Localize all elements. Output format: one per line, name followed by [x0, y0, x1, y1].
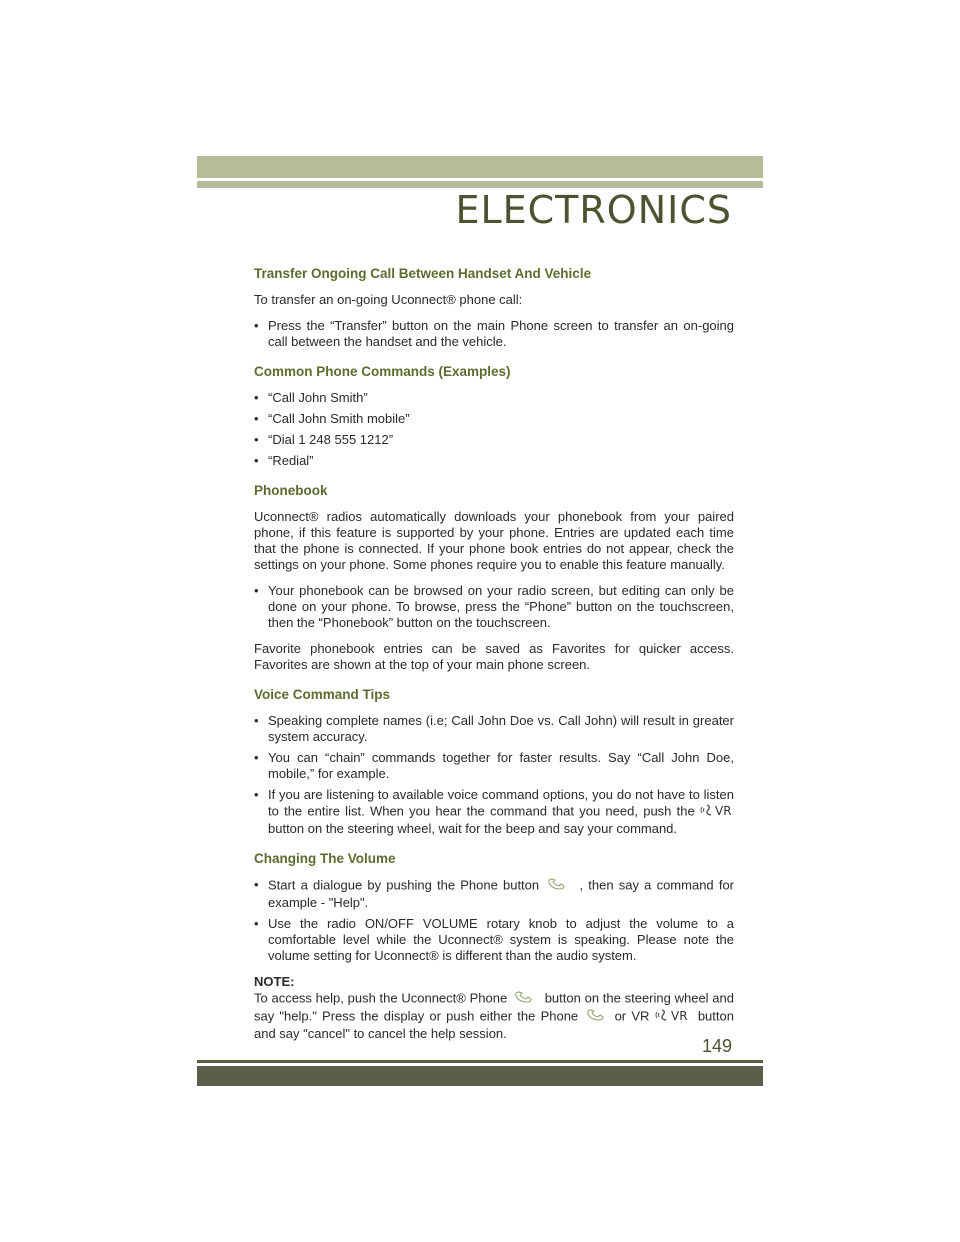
footer-band: [197, 1066, 763, 1086]
list-item: • You can “chain” commands together for faster results. Say “Call John Doe, mobile,” for example.: [254, 750, 734, 782]
note-label: NOTE:: [254, 974, 295, 989]
commands-list: [254, 390, 734, 469]
page-content: [254, 266, 734, 1052]
note-text-4: button and say "cancel" to cancel the help session.: [254, 1008, 734, 1041]
voice-recognition-icon: [700, 803, 734, 821]
phonebook-paragraph: Uconnect® radios automatically downloads your phonebook from your paired phone, if this feature is supported by your phone. Entries are updated each time that the phone is connected. If your phone book entries do not appear, check the settings on your phone. Some phones require you to enable this feature manually.: [254, 509, 734, 572]
volume-list: [254, 877, 734, 964]
list-item: • Press the “Transfer” button on the main Phone screen to transfer an on-going call between the handset and the vehicle.: [254, 318, 734, 350]
favorites-paragraph: Favorite phonebook entries can be saved as Favorites for quicker access. Favorites are shown at the top of your main phone screen.: [254, 641, 734, 672]
note-text-1: To access help, push the Uconnect® Phone: [254, 990, 508, 1006]
vr-label: VR: [670, 1009, 688, 1022]
list-item: • “Call John Smith mobile”: [254, 411, 734, 427]
section-title: ELECTRONICS: [455, 188, 732, 232]
footer-rule: [197, 1060, 763, 1063]
list-item: • Your phonebook can be browsed on your radio screen, but editing can only be done on your phone. To browse, press the “Phone” button on the touchscreen, then the “Phonebook” button on the touchscreen.: [254, 583, 734, 631]
note-text-3: or VR: [614, 1008, 650, 1024]
phone-icon: [583, 1008, 609, 1026]
phonebook-list: [254, 583, 734, 631]
tips-list: [254, 713, 734, 837]
transfer-list: [254, 318, 734, 350]
list-item: [254, 787, 734, 837]
list-item: [254, 877, 734, 911]
list-item: • Use the radio ON/OFF VOLUME rotary knob to adjust the volume to a comfortable level while the Uconnect® system is speaking. Please note the volume setting for Uconnect® is different than the audio system.: [254, 916, 734, 964]
volume-text-a: Start a dialogue by pushing the Phone button: [268, 877, 540, 893]
volume-heading: Changing The Volume: [254, 851, 396, 866]
tip-text-b: button on the steering wheel, wait for the beep and say your command.: [268, 821, 678, 836]
commands-heading: Common Phone Commands (Examples): [254, 364, 511, 379]
phone-icon: [511, 990, 541, 1008]
transfer-heading: Transfer Ongoing Call Between Handset And Vehicle: [254, 266, 592, 281]
volume-text-b: , then say a command for example - "Help".: [268, 877, 735, 910]
voice-recognition-icon: [655, 1008, 693, 1026]
list-item: • “Redial”: [254, 453, 734, 469]
page-number: 149: [701, 1036, 732, 1056]
phonebook-heading: Phonebook: [254, 483, 328, 498]
vr-label: VR: [715, 804, 732, 817]
note-text-2: button on the steering wheel and say "help." Press the display or push either the Phone: [254, 990, 734, 1024]
list-item: • “Call John Smith”: [254, 390, 734, 406]
note-text: [254, 990, 734, 1042]
header-rule: [197, 181, 763, 188]
phone-icon: [544, 877, 574, 895]
header-band: [197, 156, 763, 178]
tips-heading: Voice Command Tips: [254, 687, 391, 702]
list-item: • “Dial 1 248 555 1212”: [254, 432, 734, 448]
tip-text-a: If you are listening to available voice command options, you do not have to listen to the entire list. When you hear the command that you need, push the: [268, 787, 734, 819]
transfer-intro: To transfer an on-going Uconnect® phone call:: [254, 292, 523, 307]
list-item: • Speaking complete names (i.e; Call John Doe vs. Call John) will result in greater system accuracy.: [254, 713, 734, 745]
